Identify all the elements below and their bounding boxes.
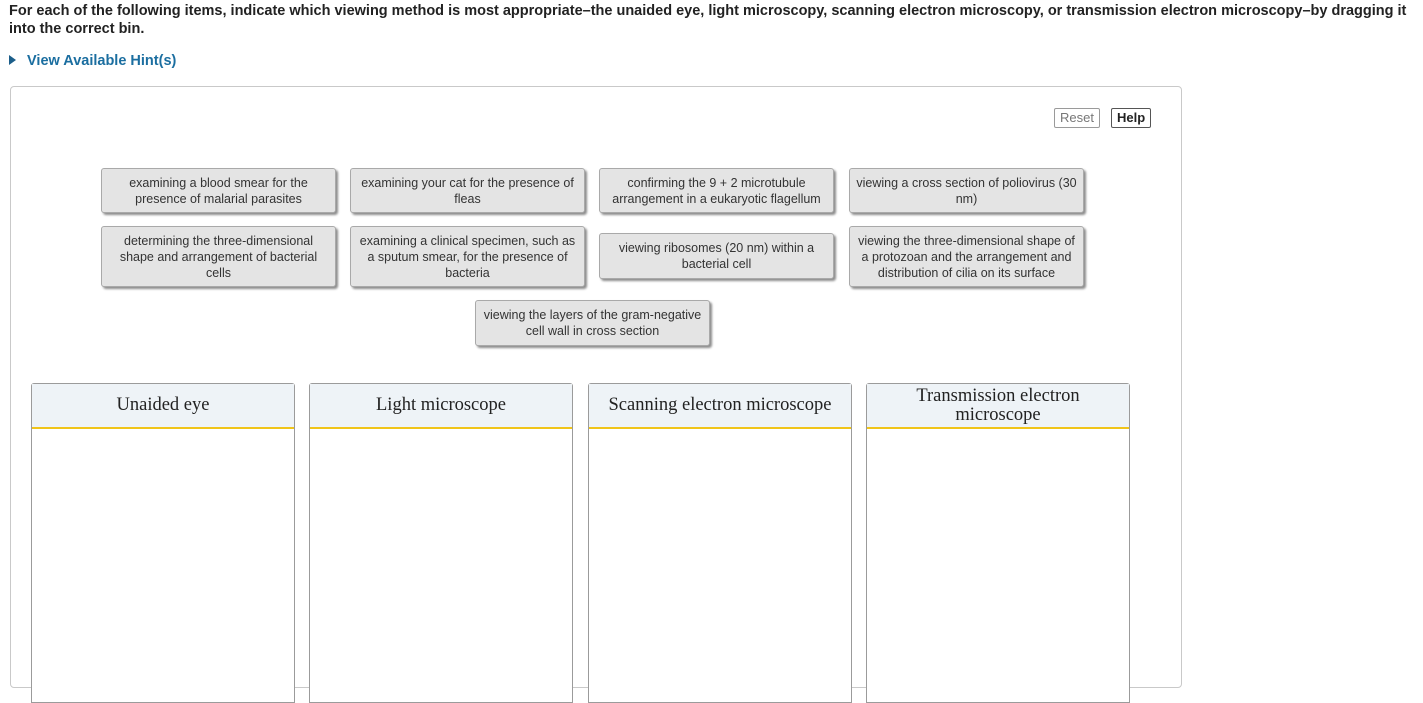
bin-scanning-electron-microscope[interactable] (588, 383, 852, 703)
reset-button[interactable]: Reset (1054, 108, 1100, 128)
bin-title: Transmission electron microscope (867, 384, 1129, 429)
draggable-item[interactable]: examining a blood smear for the presence of malarial parasites (101, 168, 336, 213)
bin-light-microscope[interactable] (309, 383, 573, 703)
view-hints-label: View Available Hint(s) (27, 53, 177, 69)
drag-drop-panel (10, 86, 1182, 688)
question-prompt: For each of the following items, indicate which viewing method is most appropriate–the unaided eye, light microscopy, scanning electron microscopy, or transmission electron microscopy–by dragging it into the correct bin. (9, 3, 1407, 37)
draggable-item[interactable]: examining your cat for the presence of fleas (350, 168, 585, 213)
draggable-item[interactable]: determining the three-dimensional shape and arrangement of bacterial cells (101, 226, 336, 287)
draggable-item[interactable]: examining a clinical specimen, such as a sputum smear, for the presence of bacteria (350, 226, 585, 287)
draggable-item[interactable]: confirming the 9 + 2 microtubule arrangement in a eukaryotic flagellum (599, 168, 834, 213)
view-hints-link[interactable] (9, 53, 176, 69)
bin-title: Unaided eye (32, 384, 294, 429)
bin-title: Light microscope (310, 384, 572, 429)
draggable-item[interactable]: viewing the layers of the gram-negative cell wall in cross section (475, 300, 710, 346)
bin-transmission-electron-microscope[interactable] (866, 383, 1130, 703)
draggable-item[interactable]: viewing the three-dimensional shape of a protozoan and the arrangement and distribution of cilia on its surface (849, 226, 1084, 287)
bin-title: Scanning electron microscope (589, 384, 851, 429)
draggable-item[interactable]: viewing ribosomes (20 nm) within a bacterial cell (599, 233, 834, 279)
bin-unaided-eye[interactable] (31, 383, 295, 703)
draggable-item[interactable]: viewing a cross section of poliovirus (30 nm) (849, 168, 1084, 213)
help-button[interactable]: Help (1111, 108, 1151, 128)
caret-right-icon (9, 55, 16, 65)
